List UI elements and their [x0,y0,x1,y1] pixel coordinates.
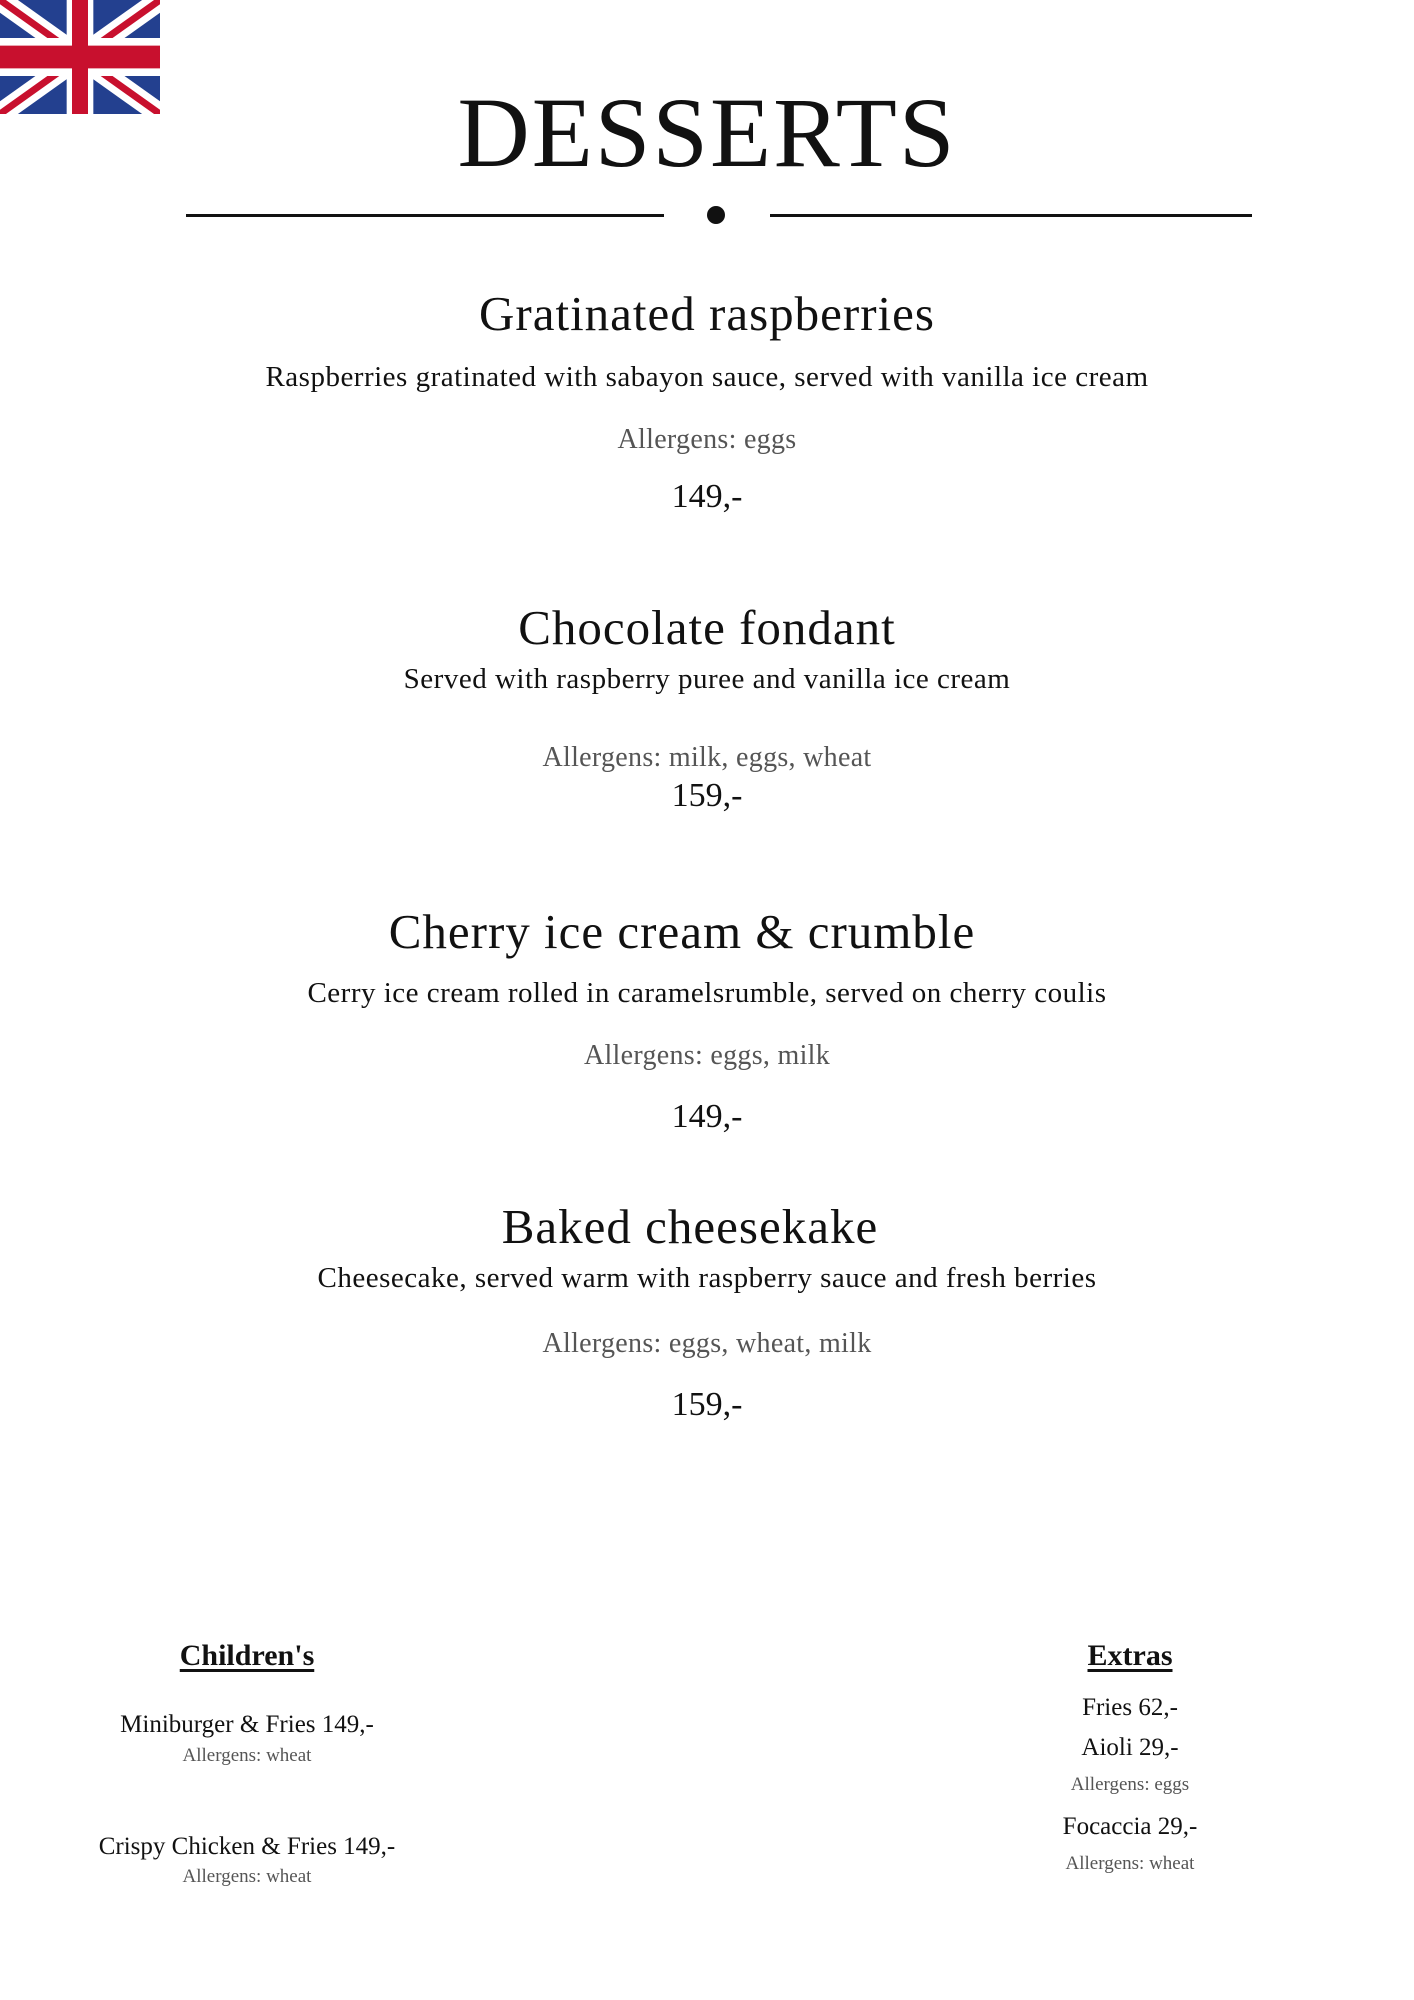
extras-item: Focaccia 29,- [1062,1813,1198,1840]
extras-item-allergens: Allergens: eggs [1070,1774,1190,1795]
childrens-heading: Children's [179,1639,315,1672]
dish-price: 159,- [671,777,743,814]
dish-description: Served with raspberry puree and vanilla ice cream [403,663,1011,695]
childrens-item-allergens: Allergens: wheat [182,1745,312,1766]
extras-heading: Extras [1087,1639,1173,1672]
dish-name: Baked cheesekake [501,1199,879,1254]
title-divider-left [186,214,664,217]
dish-price: 159,- [671,1386,743,1423]
dish-name: Cherry ice cream & crumble [388,904,976,959]
dish-allergens: Allergens: eggs, milk [583,1040,831,1071]
title-divider-right [770,214,1252,217]
dish-allergens: Allergens: eggs [617,424,797,455]
dish-name: Gratinated raspberries [479,286,935,341]
page-title: DESSERTS [457,77,957,188]
dish-price: 149,- [671,1098,743,1135]
extras-item: Aioli 29,- [1081,1734,1179,1761]
dish-allergens: Allergens: milk, eggs, wheat [542,742,872,773]
childrens-item-allergens: Allergens: wheat [182,1866,312,1887]
dish-allergens: Allergens: eggs, wheat, milk [542,1328,872,1359]
childrens-item: Crispy Chicken & Fries 149,- [98,1833,396,1860]
childrens-item: Miniburger & Fries 149,- [120,1711,374,1738]
extras-item: Fries 62,- [1082,1694,1178,1721]
dish-price: 149,- [671,478,743,515]
dish-description: Cerry ice cream rolled in caramelsrumble, served on cherry coulis [307,977,1107,1009]
dish-description: Raspberries gratinated with sabayon sauce, served with vanilla ice cream [265,361,1149,393]
dish-name: Chocolate fondant [518,600,896,655]
extras-item-allergens: Allergens: wheat [1065,1853,1195,1874]
title-divider-dot [707,206,725,224]
dish-description: Cheesecake, served warm with raspberry sauce and fresh berries [317,1262,1097,1294]
